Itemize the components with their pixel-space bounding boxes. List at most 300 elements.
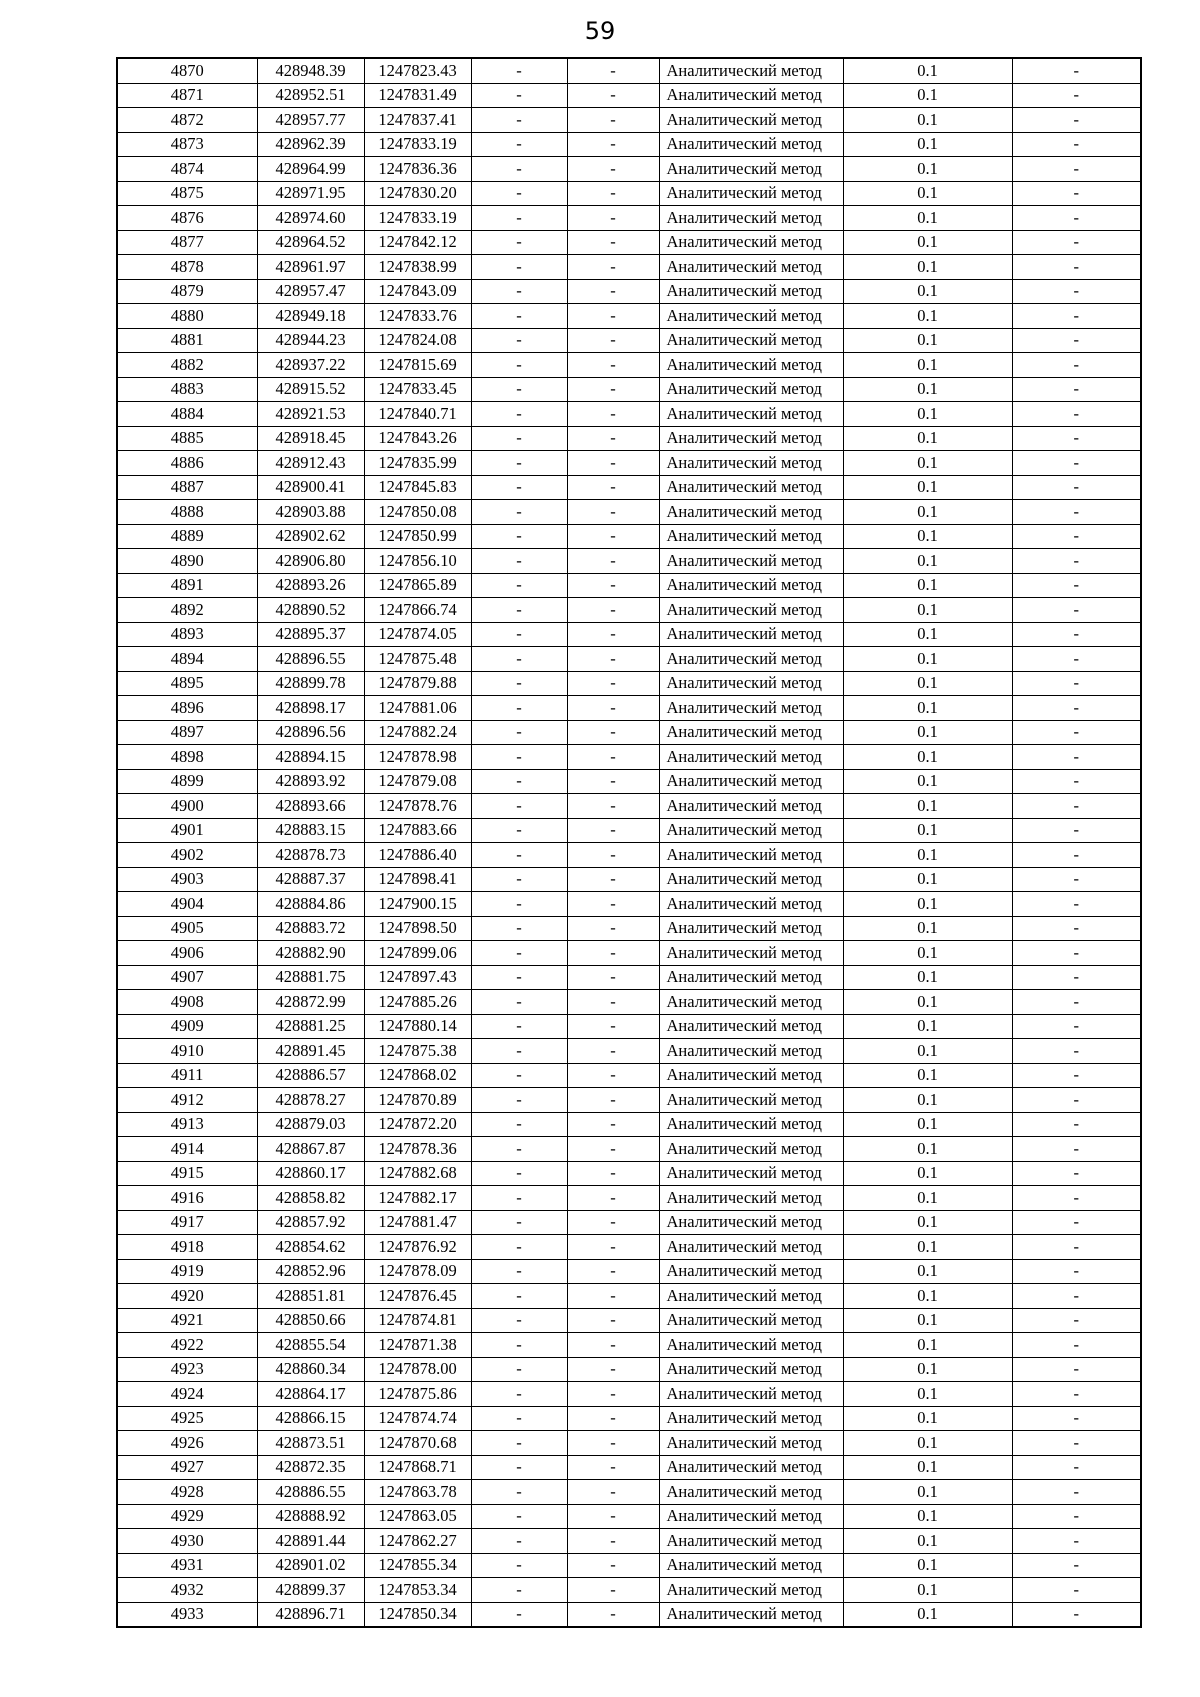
empty-col-4-cell: -: [471, 1578, 567, 1603]
accuracy-cell: 0.1: [843, 769, 1012, 794]
empty-col-5-cell: -: [567, 83, 659, 108]
empty-col-8-cell: -: [1012, 524, 1141, 549]
method-cell: Аналитический метод: [659, 1455, 843, 1480]
y-coordinate-cell: 1247875.48: [364, 647, 471, 672]
method-cell: Аналитический метод: [659, 990, 843, 1015]
method-cell: Аналитический метод: [659, 1284, 843, 1309]
method-cell: Аналитический метод: [659, 83, 843, 108]
x-coordinate-cell: 428884.86: [257, 892, 364, 917]
empty-col-4-cell: -: [471, 500, 567, 525]
table-row: [117, 769, 1141, 794]
table-row: [117, 867, 1141, 892]
method-cell: Аналитический метод: [659, 1235, 843, 1260]
empty-col-8-cell: -: [1012, 965, 1141, 990]
x-coordinate-cell: 428971.95: [257, 181, 364, 206]
empty-col-8-cell: -: [1012, 402, 1141, 427]
method-cell: Аналитический метод: [659, 1137, 843, 1162]
y-coordinate-cell: 1247862.27: [364, 1529, 471, 1554]
empty-col-8-cell: -: [1012, 1602, 1141, 1627]
table-row: [117, 965, 1141, 990]
coordinates-table-body: [117, 58, 1141, 1627]
accuracy-cell: 0.1: [843, 818, 1012, 843]
x-coordinate-cell: 428893.26: [257, 573, 364, 598]
empty-col-4-cell: -: [471, 426, 567, 451]
empty-col-8-cell: -: [1012, 647, 1141, 672]
x-coordinate-cell: 428886.57: [257, 1063, 364, 1088]
method-cell: Аналитический метод: [659, 1112, 843, 1137]
table-row: [117, 1602, 1141, 1627]
table-row: [117, 1357, 1141, 1382]
x-coordinate-cell: 428890.52: [257, 598, 364, 623]
empty-col-5-cell: -: [567, 892, 659, 917]
point-number-cell: 4896: [117, 696, 257, 721]
x-coordinate-cell: 428854.62: [257, 1235, 364, 1260]
accuracy-cell: 0.1: [843, 1063, 1012, 1088]
x-coordinate-cell: 428886.55: [257, 1480, 364, 1505]
accuracy-cell: 0.1: [843, 475, 1012, 500]
method-cell: Аналитический метод: [659, 1186, 843, 1211]
empty-col-8-cell: -: [1012, 83, 1141, 108]
point-number-cell: 4897: [117, 720, 257, 745]
x-coordinate-cell: 428915.52: [257, 377, 364, 402]
y-coordinate-cell: 1247870.68: [364, 1431, 471, 1456]
accuracy-cell: 0.1: [843, 1553, 1012, 1578]
point-number-cell: 4912: [117, 1088, 257, 1113]
empty-col-5-cell: -: [567, 1602, 659, 1627]
point-number-cell: 4892: [117, 598, 257, 623]
y-coordinate-cell: 1247871.38: [364, 1333, 471, 1358]
empty-col-5-cell: -: [567, 279, 659, 304]
empty-col-4-cell: -: [471, 794, 567, 819]
empty-col-5-cell: -: [567, 304, 659, 329]
y-coordinate-cell: 1247885.26: [364, 990, 471, 1015]
accuracy-cell: 0.1: [843, 573, 1012, 598]
table-row: [117, 1455, 1141, 1480]
empty-col-4-cell: -: [471, 1406, 567, 1431]
y-coordinate-cell: 1247850.34: [364, 1602, 471, 1627]
y-coordinate-cell: 1247886.40: [364, 843, 471, 868]
empty-col-8-cell: -: [1012, 426, 1141, 451]
table-row: [117, 157, 1141, 182]
y-coordinate-cell: 1247878.76: [364, 794, 471, 819]
x-coordinate-cell: 428896.56: [257, 720, 364, 745]
accuracy-cell: 0.1: [843, 990, 1012, 1015]
y-coordinate-cell: 1247880.14: [364, 1014, 471, 1039]
method-cell: Аналитический метод: [659, 524, 843, 549]
empty-col-4-cell: -: [471, 622, 567, 647]
accuracy-cell: 0.1: [843, 1602, 1012, 1627]
x-coordinate-cell: 428878.27: [257, 1088, 364, 1113]
accuracy-cell: 0.1: [843, 965, 1012, 990]
point-number-cell: 4933: [117, 1602, 257, 1627]
empty-col-4-cell: -: [471, 181, 567, 206]
point-number-cell: 4929: [117, 1504, 257, 1529]
point-number-cell: 4894: [117, 647, 257, 672]
point-number-cell: 4915: [117, 1161, 257, 1186]
x-coordinate-cell: 428857.92: [257, 1210, 364, 1235]
empty-col-4-cell: -: [471, 1553, 567, 1578]
accuracy-cell: 0.1: [843, 1455, 1012, 1480]
method-cell: Аналитический метод: [659, 1014, 843, 1039]
x-coordinate-cell: 428902.62: [257, 524, 364, 549]
y-coordinate-cell: 1247881.47: [364, 1210, 471, 1235]
y-coordinate-cell: 1247879.08: [364, 769, 471, 794]
y-coordinate-cell: 1247878.00: [364, 1357, 471, 1382]
empty-col-4-cell: -: [471, 475, 567, 500]
method-cell: Аналитический метод: [659, 181, 843, 206]
table-row: [117, 1235, 1141, 1260]
empty-col-8-cell: -: [1012, 1308, 1141, 1333]
table-row: [117, 1259, 1141, 1284]
empty-col-8-cell: -: [1012, 132, 1141, 157]
accuracy-cell: 0.1: [843, 1235, 1012, 1260]
y-coordinate-cell: 1247879.88: [364, 671, 471, 696]
x-coordinate-cell: 428855.54: [257, 1333, 364, 1358]
accuracy-cell: 0.1: [843, 1333, 1012, 1358]
accuracy-cell: 0.1: [843, 1161, 1012, 1186]
empty-col-4-cell: -: [471, 892, 567, 917]
point-number-cell: 4870: [117, 58, 257, 83]
y-coordinate-cell: 1247876.92: [364, 1235, 471, 1260]
table-row: [117, 1014, 1141, 1039]
empty-col-8-cell: -: [1012, 1578, 1141, 1603]
method-cell: Аналитический метод: [659, 1406, 843, 1431]
empty-col-8-cell: -: [1012, 1382, 1141, 1407]
empty-col-4-cell: -: [471, 1063, 567, 1088]
table-row: [117, 426, 1141, 451]
empty-col-5-cell: -: [567, 230, 659, 255]
y-coordinate-cell: 1247833.19: [364, 132, 471, 157]
point-number-cell: 4919: [117, 1259, 257, 1284]
empty-col-4-cell: -: [471, 402, 567, 427]
y-coordinate-cell: 1247870.89: [364, 1088, 471, 1113]
point-number-cell: 4872: [117, 108, 257, 133]
empty-col-4-cell: -: [471, 1333, 567, 1358]
empty-col-5-cell: -: [567, 1161, 659, 1186]
point-number-cell: 4921: [117, 1308, 257, 1333]
table-row: [117, 500, 1141, 525]
point-number-cell: 4917: [117, 1210, 257, 1235]
empty-col-8-cell: -: [1012, 279, 1141, 304]
x-coordinate-cell: 428881.25: [257, 1014, 364, 1039]
table-row: [117, 255, 1141, 280]
point-number-cell: 4922: [117, 1333, 257, 1358]
table-row: [117, 1161, 1141, 1186]
table-row: [117, 622, 1141, 647]
empty-col-5-cell: -: [567, 1357, 659, 1382]
empty-col-8-cell: -: [1012, 1553, 1141, 1578]
y-coordinate-cell: 1247863.05: [364, 1504, 471, 1529]
empty-col-5-cell: -: [567, 353, 659, 378]
x-coordinate-cell: 428893.66: [257, 794, 364, 819]
table-row: [117, 696, 1141, 721]
empty-col-5-cell: -: [567, 206, 659, 231]
point-number-cell: 4905: [117, 916, 257, 941]
accuracy-cell: 0.1: [843, 1382, 1012, 1407]
y-coordinate-cell: 1247843.09: [364, 279, 471, 304]
point-number-cell: 4902: [117, 843, 257, 868]
method-cell: Аналитический метод: [659, 1382, 843, 1407]
empty-col-5-cell: -: [567, 1553, 659, 1578]
y-coordinate-cell: 1247833.76: [364, 304, 471, 329]
point-number-cell: 4901: [117, 818, 257, 843]
table-row: [117, 1284, 1141, 1309]
table-row: [117, 83, 1141, 108]
method-cell: Аналитический метод: [659, 1333, 843, 1358]
empty-col-8-cell: -: [1012, 1480, 1141, 1505]
empty-col-5-cell: -: [567, 1455, 659, 1480]
empty-col-4-cell: -: [471, 1357, 567, 1382]
point-number-cell: 4886: [117, 451, 257, 476]
empty-col-8-cell: -: [1012, 206, 1141, 231]
accuracy-cell: 0.1: [843, 745, 1012, 770]
empty-col-8-cell: -: [1012, 475, 1141, 500]
method-cell: Аналитический метод: [659, 1529, 843, 1554]
y-coordinate-cell: 1247882.24: [364, 720, 471, 745]
empty-col-5-cell: -: [567, 573, 659, 598]
empty-col-8-cell: -: [1012, 696, 1141, 721]
table-row: [117, 181, 1141, 206]
empty-col-8-cell: -: [1012, 1333, 1141, 1358]
accuracy-cell: 0.1: [843, 500, 1012, 525]
empty-col-8-cell: -: [1012, 1039, 1141, 1064]
point-number-cell: 4900: [117, 794, 257, 819]
empty-col-8-cell: -: [1012, 990, 1141, 1015]
accuracy-cell: 0.1: [843, 696, 1012, 721]
table-row: [117, 1186, 1141, 1211]
table-row: [117, 402, 1141, 427]
x-coordinate-cell: 428906.80: [257, 549, 364, 574]
empty-col-5-cell: -: [567, 1039, 659, 1064]
empty-col-8-cell: -: [1012, 1014, 1141, 1039]
accuracy-cell: 0.1: [843, 279, 1012, 304]
method-cell: Аналитический метод: [659, 696, 843, 721]
empty-col-4-cell: -: [471, 1308, 567, 1333]
x-coordinate-cell: 428899.78: [257, 671, 364, 696]
method-cell: Аналитический метод: [659, 1210, 843, 1235]
accuracy-cell: 0.1: [843, 671, 1012, 696]
point-number-cell: 4873: [117, 132, 257, 157]
accuracy-cell: 0.1: [843, 941, 1012, 966]
method-cell: Аналитический метод: [659, 1088, 843, 1113]
table-row: [117, 647, 1141, 672]
method-cell: Аналитический метод: [659, 622, 843, 647]
y-coordinate-cell: 1247845.83: [364, 475, 471, 500]
method-cell: Аналитический метод: [659, 1308, 843, 1333]
empty-col-4-cell: -: [471, 1602, 567, 1627]
accuracy-cell: 0.1: [843, 892, 1012, 917]
accuracy-cell: 0.1: [843, 1186, 1012, 1211]
method-cell: Аналитический метод: [659, 598, 843, 623]
point-number-cell: 4893: [117, 622, 257, 647]
empty-col-4-cell: -: [471, 769, 567, 794]
y-coordinate-cell: 1247838.99: [364, 255, 471, 280]
x-coordinate-cell: 428957.47: [257, 279, 364, 304]
table-row: [117, 1210, 1141, 1235]
method-cell: Аналитический метод: [659, 255, 843, 280]
empty-col-5-cell: -: [567, 598, 659, 623]
accuracy-cell: 0.1: [843, 181, 1012, 206]
empty-col-4-cell: -: [471, 573, 567, 598]
x-coordinate-cell: 428952.51: [257, 83, 364, 108]
point-number-cell: 4879: [117, 279, 257, 304]
empty-col-4-cell: -: [471, 1284, 567, 1309]
point-number-cell: 4887: [117, 475, 257, 500]
accuracy-cell: 0.1: [843, 230, 1012, 255]
x-coordinate-cell: 428867.87: [257, 1137, 364, 1162]
accuracy-cell: 0.1: [843, 1112, 1012, 1137]
empty-col-5-cell: -: [567, 500, 659, 525]
accuracy-cell: 0.1: [843, 1480, 1012, 1505]
method-cell: Аналитический метод: [659, 1602, 843, 1627]
point-number-cell: 4871: [117, 83, 257, 108]
y-coordinate-cell: 1247831.49: [364, 83, 471, 108]
method-cell: Аналитический метод: [659, 402, 843, 427]
x-coordinate-cell: 428888.92: [257, 1504, 364, 1529]
method-cell: Аналитический метод: [659, 769, 843, 794]
y-coordinate-cell: 1247842.12: [364, 230, 471, 255]
point-number-cell: 4923: [117, 1357, 257, 1382]
point-number-cell: 4908: [117, 990, 257, 1015]
x-coordinate-cell: 428881.75: [257, 965, 364, 990]
method-cell: Аналитический метод: [659, 1578, 843, 1603]
accuracy-cell: 0.1: [843, 1357, 1012, 1382]
point-number-cell: 4904: [117, 892, 257, 917]
empty-col-5-cell: -: [567, 328, 659, 353]
empty-col-8-cell: -: [1012, 745, 1141, 770]
empty-col-5-cell: -: [567, 1088, 659, 1113]
accuracy-cell: 0.1: [843, 1259, 1012, 1284]
y-coordinate-cell: 1247850.08: [364, 500, 471, 525]
point-number-cell: 4909: [117, 1014, 257, 1039]
empty-col-4-cell: -: [471, 720, 567, 745]
table-row: [117, 1406, 1141, 1431]
empty-col-5-cell: -: [567, 1431, 659, 1456]
empty-col-4-cell: -: [471, 1014, 567, 1039]
table-row: [117, 1137, 1141, 1162]
empty-col-5-cell: -: [567, 524, 659, 549]
empty-col-4-cell: -: [471, 255, 567, 280]
table-row: [117, 132, 1141, 157]
empty-col-4-cell: -: [471, 990, 567, 1015]
x-coordinate-cell: 428893.92: [257, 769, 364, 794]
empty-col-4-cell: -: [471, 157, 567, 182]
empty-col-8-cell: -: [1012, 1504, 1141, 1529]
accuracy-cell: 0.1: [843, 1529, 1012, 1554]
y-coordinate-cell: 1247865.89: [364, 573, 471, 598]
x-coordinate-cell: 428872.99: [257, 990, 364, 1015]
page-number: 59: [584, 17, 616, 45]
table-row: [117, 1308, 1141, 1333]
empty-col-8-cell: -: [1012, 108, 1141, 133]
empty-col-4-cell: -: [471, 1161, 567, 1186]
empty-col-8-cell: -: [1012, 328, 1141, 353]
point-number-cell: 4911: [117, 1063, 257, 1088]
empty-col-8-cell: -: [1012, 720, 1141, 745]
method-cell: Аналитический метод: [659, 794, 843, 819]
table-row: [117, 108, 1141, 133]
accuracy-cell: 0.1: [843, 867, 1012, 892]
method-cell: Аналитический метод: [659, 451, 843, 476]
empty-col-4-cell: -: [471, 353, 567, 378]
empty-col-5-cell: -: [567, 916, 659, 941]
method-cell: Аналитический метод: [659, 867, 843, 892]
empty-col-8-cell: -: [1012, 157, 1141, 182]
empty-col-4-cell: -: [471, 549, 567, 574]
method-cell: Аналитический метод: [659, 843, 843, 868]
coordinates-table: [116, 57, 1142, 1628]
y-coordinate-cell: 1247878.36: [364, 1137, 471, 1162]
table-row: [117, 1431, 1141, 1456]
y-coordinate-cell: 1247878.98: [364, 745, 471, 770]
accuracy-cell: 0.1: [843, 304, 1012, 329]
accuracy-cell: 0.1: [843, 1039, 1012, 1064]
table-row: [117, 206, 1141, 231]
method-cell: Аналитический метод: [659, 475, 843, 500]
accuracy-cell: 0.1: [843, 255, 1012, 280]
empty-col-5-cell: -: [567, 1382, 659, 1407]
empty-col-4-cell: -: [471, 1235, 567, 1260]
empty-col-4-cell: -: [471, 745, 567, 770]
point-number-cell: 4881: [117, 328, 257, 353]
empty-col-4-cell: -: [471, 1039, 567, 1064]
x-coordinate-cell: 428878.73: [257, 843, 364, 868]
table-row: [117, 58, 1141, 83]
x-coordinate-cell: 428918.45: [257, 426, 364, 451]
empty-col-8-cell: -: [1012, 1406, 1141, 1431]
empty-col-5-cell: -: [567, 1529, 659, 1554]
empty-col-4-cell: -: [471, 941, 567, 966]
point-number-cell: 4925: [117, 1406, 257, 1431]
accuracy-cell: 0.1: [843, 451, 1012, 476]
method-cell: Аналитический метод: [659, 108, 843, 133]
accuracy-cell: 0.1: [843, 1088, 1012, 1113]
empty-col-5-cell: -: [567, 1014, 659, 1039]
method-cell: Аналитический метод: [659, 58, 843, 83]
y-coordinate-cell: 1247882.17: [364, 1186, 471, 1211]
accuracy-cell: 0.1: [843, 353, 1012, 378]
empty-col-4-cell: -: [471, 1137, 567, 1162]
x-coordinate-cell: 428921.53: [257, 402, 364, 427]
y-coordinate-cell: 1247875.86: [364, 1382, 471, 1407]
empty-col-5-cell: -: [567, 255, 659, 280]
empty-col-4-cell: -: [471, 83, 567, 108]
empty-col-4-cell: -: [471, 451, 567, 476]
empty-col-5-cell: -: [567, 58, 659, 83]
x-coordinate-cell: 428883.15: [257, 818, 364, 843]
accuracy-cell: 0.1: [843, 794, 1012, 819]
point-number-cell: 4883: [117, 377, 257, 402]
empty-col-5-cell: -: [567, 1578, 659, 1603]
empty-col-8-cell: -: [1012, 181, 1141, 206]
empty-col-5-cell: -: [567, 1259, 659, 1284]
y-coordinate-cell: 1247840.71: [364, 402, 471, 427]
accuracy-cell: 0.1: [843, 206, 1012, 231]
table-row: [117, 1063, 1141, 1088]
empty-col-8-cell: -: [1012, 573, 1141, 598]
x-coordinate-cell: 428903.88: [257, 500, 364, 525]
point-number-cell: 4889: [117, 524, 257, 549]
empty-col-4-cell: -: [471, 671, 567, 696]
empty-col-5-cell: -: [567, 720, 659, 745]
empty-col-4-cell: -: [471, 1529, 567, 1554]
empty-col-8-cell: -: [1012, 1357, 1141, 1382]
empty-col-4-cell: -: [471, 1088, 567, 1113]
empty-col-5-cell: -: [567, 1504, 659, 1529]
x-coordinate-cell: 428860.34: [257, 1357, 364, 1382]
accuracy-cell: 0.1: [843, 58, 1012, 83]
point-number-cell: 4930: [117, 1529, 257, 1554]
